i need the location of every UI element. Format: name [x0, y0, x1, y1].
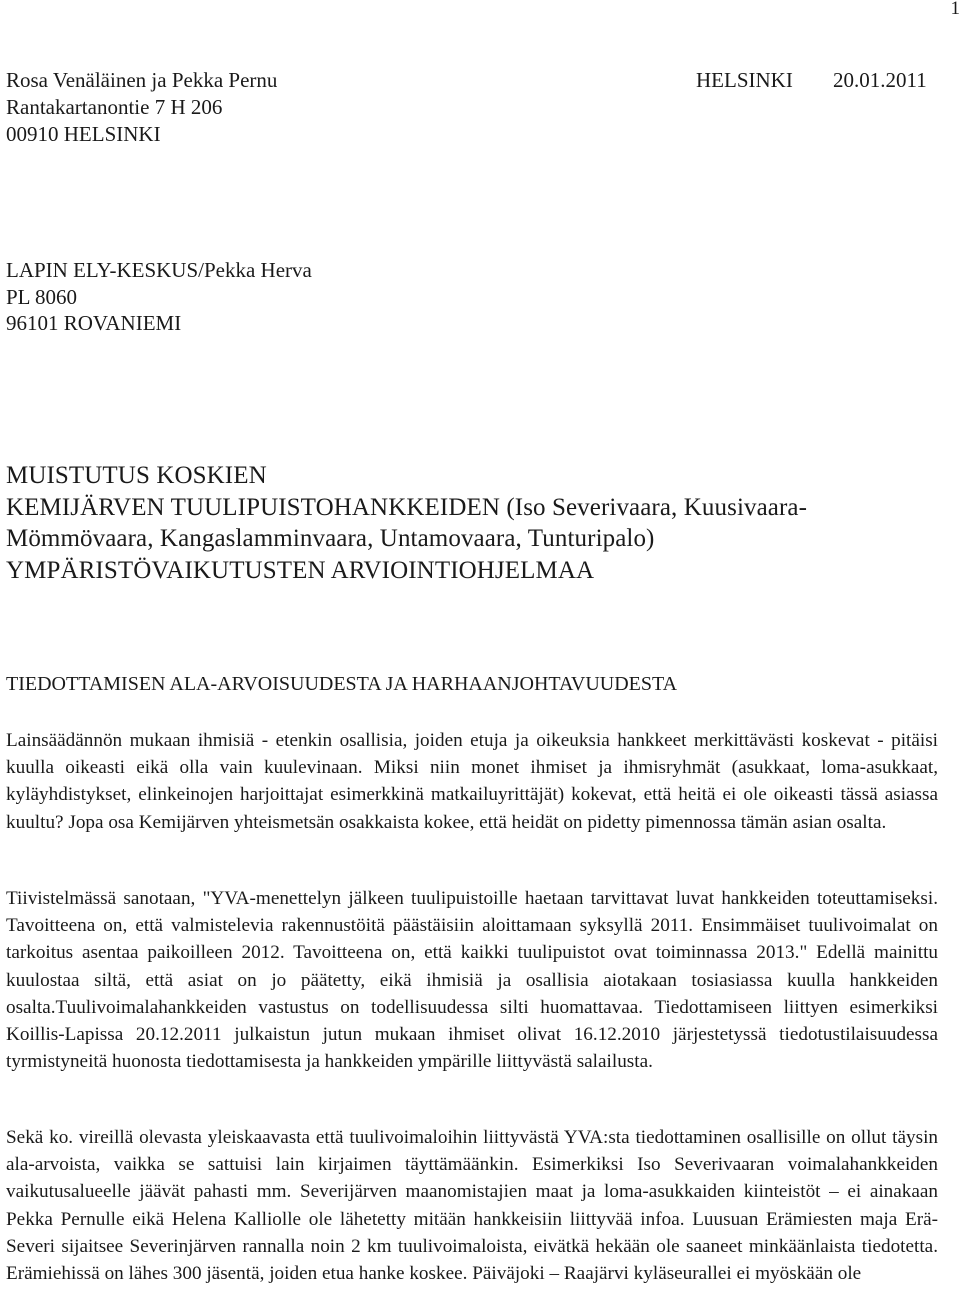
title-line-4: YMPÄRISTÖVAIKUTUSTEN ARVIOINTIOHJELMAA — [6, 556, 595, 584]
sender-header — [6, 68, 927, 93]
letter-city: HELSINKI — [696, 68, 793, 92]
recipient-address — [6, 257, 312, 337]
document-title — [6, 460, 807, 586]
sender-name: Rosa Venäläinen ja Pekka Pernu — [6, 68, 278, 92]
recipient-name: LAPIN ELY-KESKUS/Pekka Herva — [6, 258, 312, 282]
sender-postal: 00910 HELSINKI — [6, 121, 161, 146]
letter-date: 20.01.2011 — [833, 68, 927, 92]
page-number: 1 — [950, 0, 960, 19]
paragraph: Sekä ko. vireillä olevasta yleiskaavasta että tuulivoimaloihin liittyvästä YVA:sta tiedottaminen osallisille on ollut täysin ala-arvoista, vaikka se sattuisi lain kirjaimen täyttämäänkin. Esimerkiksi Iso Severivaaran voimalahankkeiden vaikutusalueelle jäävät pahasti mm. Severijärven maanomistajien maat ja loma-asukkaiden kiinteistöt – ei ainakaan Pekka Pernulle eikä Helena Kalliolle ole lähetetty mitään hankkeisiin liittyvää infoa. Luusuan Erämiesten maja Erä-Severi sijaitsee Severinjärven rannalla noin 2 km tuulivoimaloista, eivätkä hekään ole saaneet minkäänlaista tiedotetta. Erämiehissä on lähes 300 jäsentä, joiden etua hanke koskee. Päiväjoki – Raajärvi kyläseurallei ei myöskään ole — [6, 1127, 938, 1285]
title-line-3: Mömmövaara, Kangaslamminvaara, Untamovaara, Tunturipalo) — [6, 525, 655, 552]
title-line-1: MUISTUTUS KOSKIEN — [6, 462, 267, 489]
recipient-postal: 96101 ROVANIEMI — [6, 311, 182, 335]
paragraph: Tiivistelmässä sanotaan, "YVA-menettelyn jälkeen tuulipuistoille haetaan tarvittavat luvat hankkeiden toteuttamiseksi. Tavoitteena on, että valmistelevia rakennustöitä päästäisiin aloittamaan syksyllä 2011. Ensimmäiset tuulivoimalat on tarkoitus asentaa paikoilleen 2012. Tavoitteena on, että kaikki tuulipuistot ovat toiminnassa 2013." Edellä mainittu kuulostaa siltä, että asiat on jo päätetty, eikä ihmisiä ja osallisia aiotakaan tosiasiassa kuulla hankkeiden osalta.Tuulivoimalahankkeiden vastustus on todellisuudessa silti huomattavaa. Tiedottamiseen liittyen esimerkiksi Koillis-Lapissa 20.12.2011 julkaistun jutun mukaan ihmiset olivat 16.12.2010 järjestetyssä tiedotustilaisuudessa tyrmistyneitä huonosta tiedottamisesta ja hankkeiden ympärille liittyvästä salailusta. — [6, 888, 938, 1073]
sender-street: Rantakartanontie 7 H 206 — [6, 95, 223, 119]
title-line-2: KEMIJÄRVEN TUULIPUISTOHANKKEIDEN (Iso Severivaara, Kuusivaara- — [6, 493, 808, 521]
sender-address — [6, 94, 222, 147]
section-heading: TIEDOTTAMISEN ALA-ARVOISUUDESTA JA HARHAANJOHTAVUUDESTA — [6, 673, 678, 695]
paragraph: Lainsäädännön mukaan ihmisiä - etenkin osallisia, joiden etuja ja oikeuksia hankkeet merkittävästi koskevat - pitäisi kuulla oikeasti eikä olla vain kuulevinaan. Miksi niin monet ihmiset ja ihmisryhmät (asukkaat, loma-asukkaat, kyläyhdistykset, elinkeinojen harjoittajat esimerkkinä matkailuyrittäjät) kokevat, että heitä ei ole oikeasti tässä asiassa kuultu? Jopa osa Kemijärven yhteismetsän osakkaista kokee, että heidät on pidetty pimennossa tämän asian osalta. — [6, 730, 938, 833]
recipient-box: PL 8060 — [6, 284, 77, 309]
